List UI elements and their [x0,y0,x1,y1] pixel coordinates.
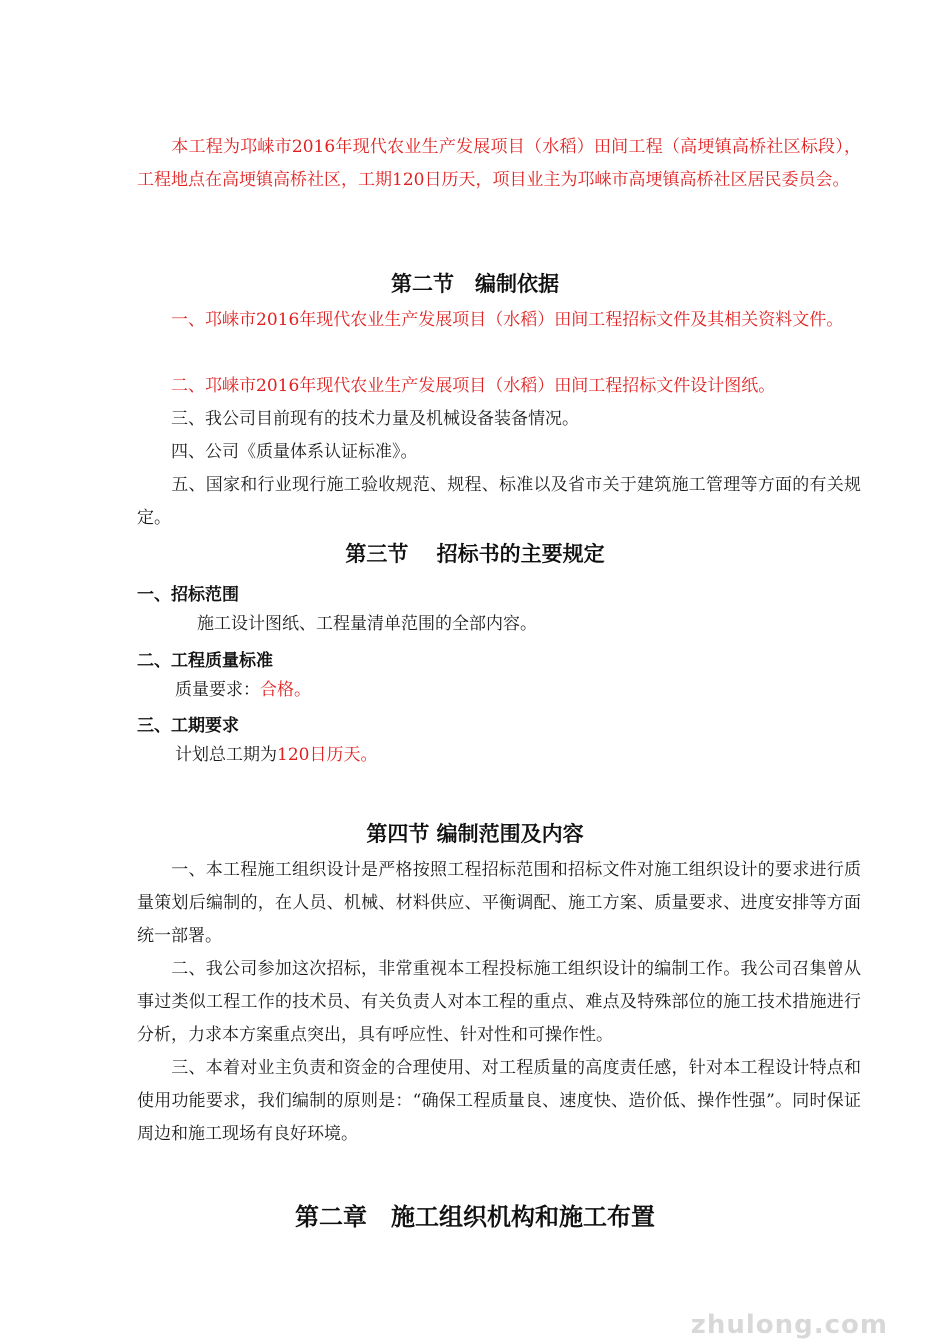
basis-item-2-text: 二、邛崃市2016年现代农业生产发展项目（水稻）田间工程招标文件设计图纸。 [171,376,776,396]
basis-item-5 [137,469,861,535]
section2-title: 第二节 编制依据 [391,272,559,296]
quality-requirement-value: 合格。 [260,680,311,700]
schedule-requirement [175,743,377,767]
section3-title: 第三节 招标书的主要规定 [345,542,605,566]
basis-item-3-text: 三、我公司目前现有的技术力量及机械设备装备情况。 [171,409,579,429]
basis-item-1 [137,304,861,337]
schedule-requirement-label: 计划总工期为 [175,745,277,765]
quality-standard-heading: 二、工程质量标准 [137,651,273,671]
quality-requirement [175,678,311,702]
schedule-requirement-value: 120日历天。 [277,745,378,765]
basis-item-2 [137,370,861,403]
tender-scope-heading: 一、招标范围 [137,585,239,605]
scope-paragraph-1 [137,854,861,953]
watermark-logo: zhulong.com [690,1310,888,1340]
basis-item-3 [137,403,861,436]
basis-item-4-text: 四、公司《质量体系认证标准》。 [171,442,418,462]
section4-title: 第四节 编制范围及内容 [366,822,584,846]
chapter2-title: 第二章 施工组织机构和施工布置 [295,1203,655,1231]
scope-paragraph-1-text: 一、本工程施工组织设计是严格按照工程招标范围和招标文件对施工组织设计的要求进行质量策划后编制的，在人员、机械、材料供应、平衡调配、施工方案、质量要求、进度安排等方面统一部署。 [137,860,861,946]
basis-item-1-text: 一、邛崃市2016年现代农业生产发展项目（水稻）田间工程招标文件及其相关资料文件。 [171,310,844,330]
tender-scope-text: 施工设计图纸、工程量清单范围的全部内容。 [197,614,537,634]
quality-requirement-label: 质量要求： [175,680,260,700]
schedule-heading: 三、工期要求 [137,716,239,736]
scope-paragraph-3-text: 三、本着对业主负责和资金的合理使用、对工程质量的高度责任感，针对本工程设计特点和使用功能要求，我们编制的原则是：“确保工程质量良、速度快、造价低、操作性强”。同时保证周边和施工现场有良好环境。 [137,1058,861,1144]
intro-paragraph [137,131,861,197]
scope-paragraph-3 [137,1052,861,1151]
scope-paragraph-2-text: 二、我公司参加这次招标，非常重视本工程投标施工组织设计的编制工作。我公司召集曾从事过类似工程工作的技术员、有关负责人对本工程的重点、难点及特殊部位的施工技术措施进行分析，力求本方案重点突出，具有呼应性、针对性和可操作性。 [137,959,861,1045]
scope-paragraph-2 [137,953,861,1052]
basis-item-5-text: 五、国家和行业现行施工验收规范、规程、标准以及省市关于建筑施工管理等方面的有关规定。 [137,475,861,528]
basis-item-4 [137,436,861,469]
intro-text: 本工程为邛崃市2016年现代农业生产发展项目（水稻）田间工程（高埂镇高桥社区标段），工程地点在高埂镇高桥社区，工期120日历天，项目业主为邛崃市高埂镇高桥社区居民委员会。 [137,137,861,190]
